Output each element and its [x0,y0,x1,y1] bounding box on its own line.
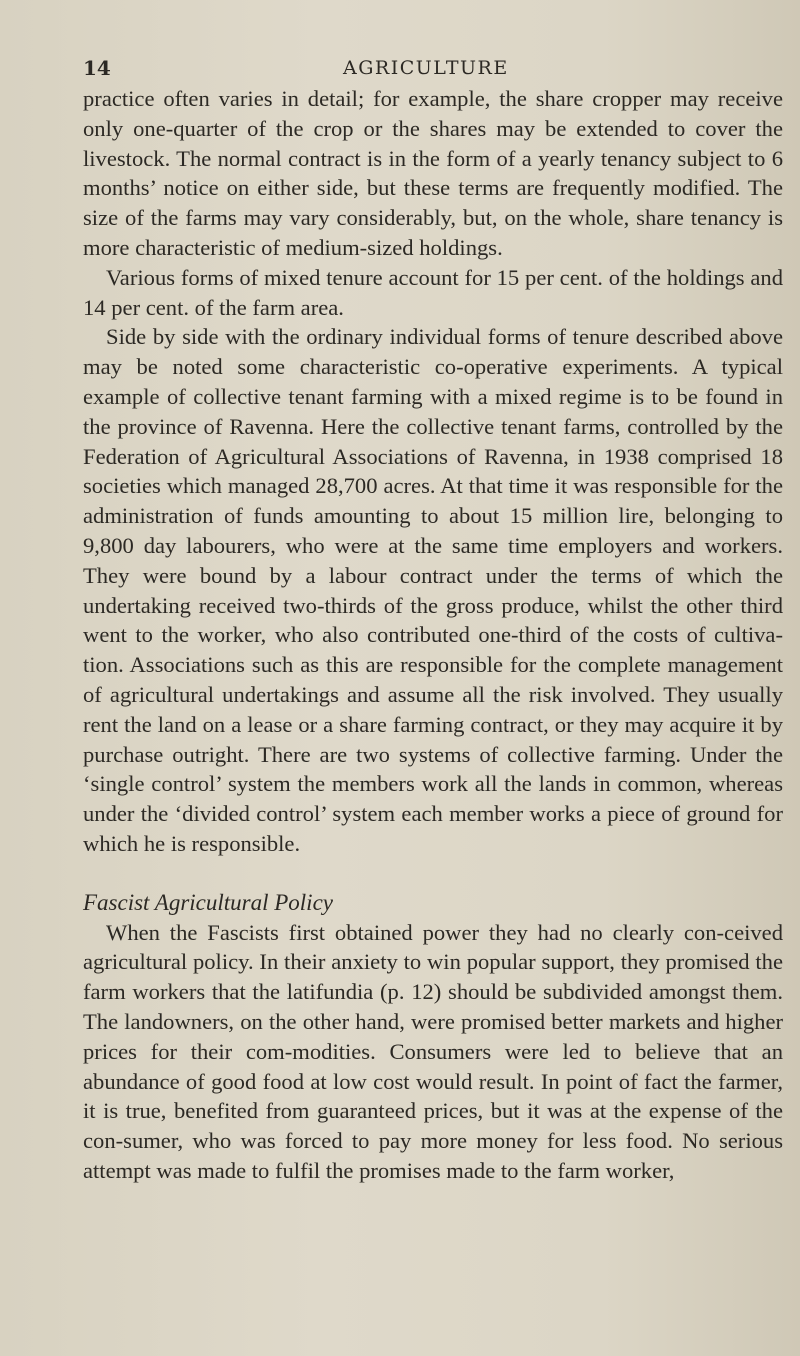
running-head [83,56,783,84]
book-page [83,56,783,1186]
paragraph: Side by side with the ordinary individual forms of tenure described above may be noted some characteristic co-operative experiments. A typical example of collective tenant farming with a mixed regime is to be found in the province of Ravenna. Here the collective tenant farms, controlled by the Federation of Agricultural Associations of Ravenna, in 1938 comprised 18 societies which managed 28,700 acres. At that time it was responsible for the administration of funds amounting to about 15 million lire, belonging to 9,800 day labourers, who were at the same time employers and workers. They were bound by a labour contract under the terms of which the undertaking received two-thirds of the gross produce, whilst the other third went to the worker, who also contributed one-third of the costs of cultiva-tion. Associations such as this are responsible for the complete management of agricultural undertakings and assume all the risk involved. They usually rent the land on a lease or a share farming contract, or they may acquire it by purchase outright. There are two systems of collective farming. Under the ‘single control’ system the members work all the lands in common, whereas under the ‘divided control’ system each member works a piece of ground for which he is responsible. [83,324,783,856]
paragraph: When the Fascists first obtained power they had no clearly con-ceived agricultural policy. In their anxiety to win popular support, they promised the farm workers that the latifundia (p. 12) should be subdivided amongst them. The landowners, on the other hand, were promised better markets and higher prices for their com-modities. Consumers were led to believe that an abundance of good food at low cost would result. In point of fact the farmer, it is true, benefited from guaranteed prices, but it was at the expense of the con-sumer, who was forced to pay more money for less food. No serious attempt was made to fulfil the promises made to the farm worker, [83,919,783,1183]
paragraph: Various forms of mixed tenure account for 15 per cent. of the holdings and 14 per cent. of the farm area. [83,264,783,320]
paragraph-continued: practice often varies in detail; for example, the share cropper may receive only one-quarter of the crop or the shares may be extended to cover the livestock. The normal contract is in the form of a yearly tenancy subject to 6 months’ notice on either side, but these terms are frequently modified. The size of the farms may vary considerably, but, on the whole, share tenancy is more characteristic of medium-sized holdings. [83,86,783,260]
page-number: 14 [83,56,111,80]
section-subheading: Fascist Agricultural Policy [83,889,333,915]
body-text-section [83,918,783,1186]
running-title: AGRICULTURE [343,57,509,79]
body-text [83,84,783,859]
